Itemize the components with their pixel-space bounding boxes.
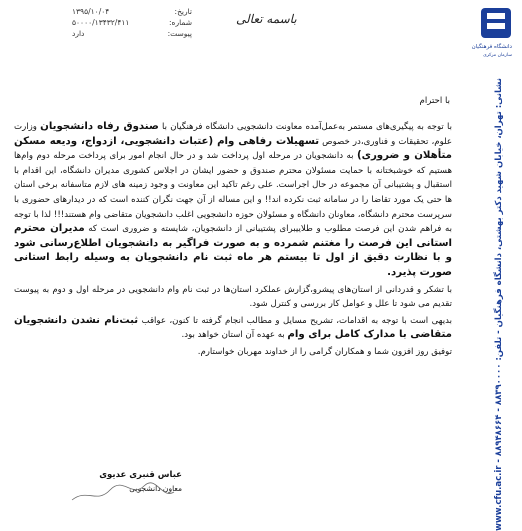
- letter-meta: [72, 6, 192, 39]
- emphasized-text: تسهیلات رفاهی وام (عتبات دانشجویی، ازدواج، ودیعه مسکن متأهلان و ضروری): [14, 135, 452, 162]
- signer-title: معاون دانشجویی: [129, 484, 182, 493]
- letter-paragraph: [14, 314, 452, 343]
- body-text: وزارت علوم، تحقیقات و فناوری،در خصوص: [14, 122, 452, 147]
- handwritten-signature-icon: [62, 470, 182, 510]
- emphasized-text: صندوق رفاه دانشجویان: [40, 121, 159, 132]
- date-row: [72, 6, 192, 17]
- emphasized-text: ثبت‌نام نشدن دانشجویان متقاضی با مدارک کامل برای وام: [14, 314, 452, 341]
- letter-paragraph: [14, 345, 452, 360]
- body-text: به دانشجویان در مرحله اول پرداخت شد و در حال انجام امور برای پرداخت مرحله دوم وام‌ها هستیم که خوشبختانه با حمایت مسئولان محترم صندوق و حضور ایشان در اجلاس کشوری مدیران دانشگاه، این اقدام با استقبال و پشتیبانی آن مجموعه در حال اجراست. علی رغم تاکید این معاونت و وجود زمینه های لازم متاسفانه برخی استان ها حتی یک مورد تقاضا را در سامانه ثبت نکرده اند!! و این مساله از آن جهت نگران کننده است که در دیدارهای حضوری با سرپرست محترم دانشگاه، معاونان دانشگاه و مسئولان حوزه دانشجویی اغلب دانشجویان متقاضی وام هستند!!! لذا با توجه به فراهم شدن این فرصت مطلوب و طلاییبرای پشتیبانی از دانشجویان، شایسته و ضروری است که: [14, 151, 452, 235]
- date-value: ۱۳۹۵/۱۰/۰۴: [72, 7, 110, 16]
- letter-paragraph: [14, 120, 452, 281]
- university-logo: [455, 4, 515, 64]
- logo-text-sub: سازمان مرکزی: [483, 53, 512, 58]
- body-text: به عهده آن استان خواهد بود.: [181, 330, 288, 341]
- attachment-label: پیوست:: [167, 29, 192, 38]
- side-strip: [483, 78, 519, 531]
- body-text: بدیهی است با توجه به اقدامات، تشریح مسایل و مطالب انجام گرفته تا کنون، عواقب: [138, 315, 452, 326]
- body-text: با توجه به پیگیری‌های مستمر به‌عمل‌آمده معاونت دانشجویی دانشگاه فرهنگیان با: [158, 122, 452, 132]
- body-text: توفیق روز افزون شما و همکاران گرامی را از خداوند مهربان خواستارم.: [197, 346, 452, 357]
- attachment-value: دارد: [72, 29, 85, 38]
- logo-text-main: دانشگاه فرهنگیان: [471, 44, 512, 50]
- date-label: تاریخ:: [174, 7, 192, 16]
- number-value: ۵۰۰۰۰/۱۳۴۳۲/۴۱۱: [72, 18, 130, 27]
- number-row: [72, 17, 192, 28]
- address-text: نشانی: تهران، خیابان شهید دکتر بهشتی، دانشگاه فرهنگیان - تلفن: ۸۸۳۹۰۰۰۰ - ۸۸۹۴۸۶۶۴ - www.cfu.ac.ir: [494, 78, 504, 531]
- bism: باسمه تعالی: [236, 12, 297, 26]
- emphasized-text: مدیران محترم استانی این فرصت را مغتنم شمرده و به صورت فراگیر به دانشجویان اطلاع‌رسانی شود و با نظارت دقیق از اول تا بیستم هر ماه ثبت نام دانشجویان به وسیله رابط استانی صورت پذیرد.: [14, 223, 452, 278]
- salutation: با احترام: [419, 96, 450, 106]
- letter-body: [14, 120, 452, 362]
- signer-name: عباس قنبری عدیوی: [99, 470, 182, 480]
- letter-paragraph: [14, 283, 452, 312]
- body-text: با تشکر و قدردانی از استان‌های پیشرو،گزارش عملکرد استان‌ها در ثبت نام وام دانشجویی در مرحله اول و دوم به پیوست تقدیم می شود تا علل و عوامل کار بررسی و کنترل شود.: [14, 284, 452, 310]
- signature-block: [62, 470, 182, 493]
- number-label: شماره:: [169, 18, 192, 27]
- attachment-row: [72, 28, 192, 39]
